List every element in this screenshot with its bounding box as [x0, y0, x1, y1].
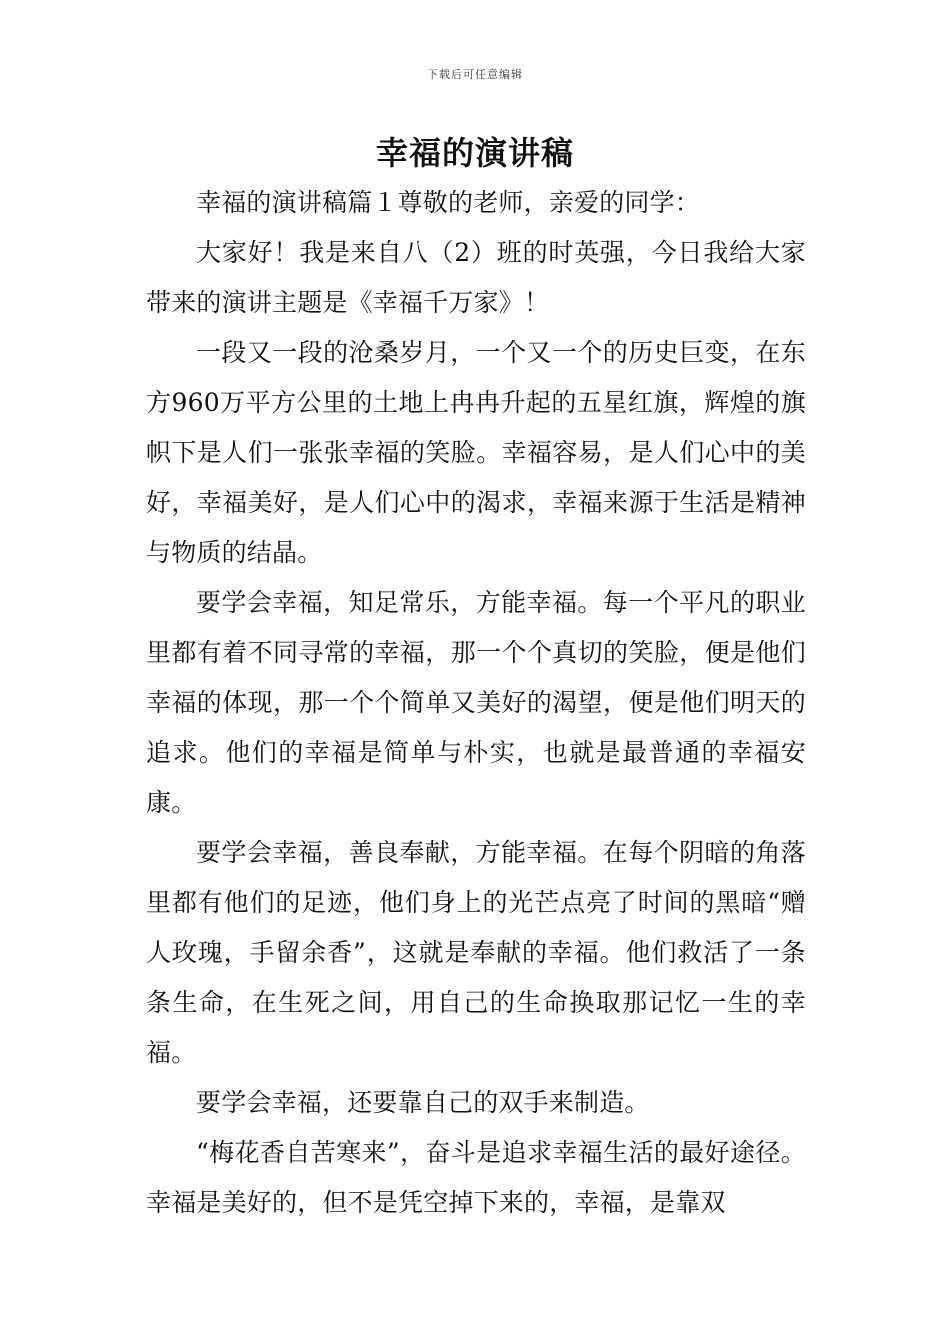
paragraph-greeting: 幸福的演讲稿篇１尊敬的老师，亲爱的同学：: [196, 188, 701, 217]
paragraph-intro: 大家好！我是来自八（2）班的时英强，今日我给大家带来的演讲主题是《幸福千万家》！: [146, 238, 806, 317]
document-title: 幸福的演讲稿: [375, 134, 574, 172]
paragraph-contentment: 要学会幸福，知足常乐，方能幸福。每一个平凡的职业里都有着不同寻常的幸福，那一个个真切的笑脸，便是他们幸福的体现，那一个个简单又美好的渴望，便是他们明天的追求。他们的幸福是简单与朴实，也就是最普通的幸福安康。: [146, 588, 806, 817]
header-note: 下载后可任意编辑: [427, 68, 523, 81]
paragraph-history: 一段又一段的沧桑岁月，一个又一个的历史巨变，在东方960万平方公里的土地上冉冉升起的五星红旗，辉煌的旗帜下是人们一张张幸福的笑脸。幸福容易，是人们心中的美好，幸福美好，是人们心中的渴求，幸福来源于生活是精神与物质的结晶。: [146, 338, 806, 567]
paragraph-dedication: 要学会幸福，善良奉献，方能幸福。在每个阴暗的角落里都有他们的足迹，他们身上的光芒点亮了时间的黑暗“赠人玫瑰，手留余香”，这就是奉献的幸福。他们救活了一条条生命，在生死之间，用自己的生命换取那记忆一生的幸福。: [146, 838, 806, 1067]
paragraph-own-hands: 要学会幸福，还要靠自己的双手来制造。: [196, 1088, 650, 1117]
document-body: [146, 178, 806, 1228]
paragraph-struggle: “梅花香自苦寒来”，奋斗是追求幸福生活的最好途径。幸福是美好的，但不是凭空掉下来的，幸福，是靠双: [146, 1138, 806, 1217]
